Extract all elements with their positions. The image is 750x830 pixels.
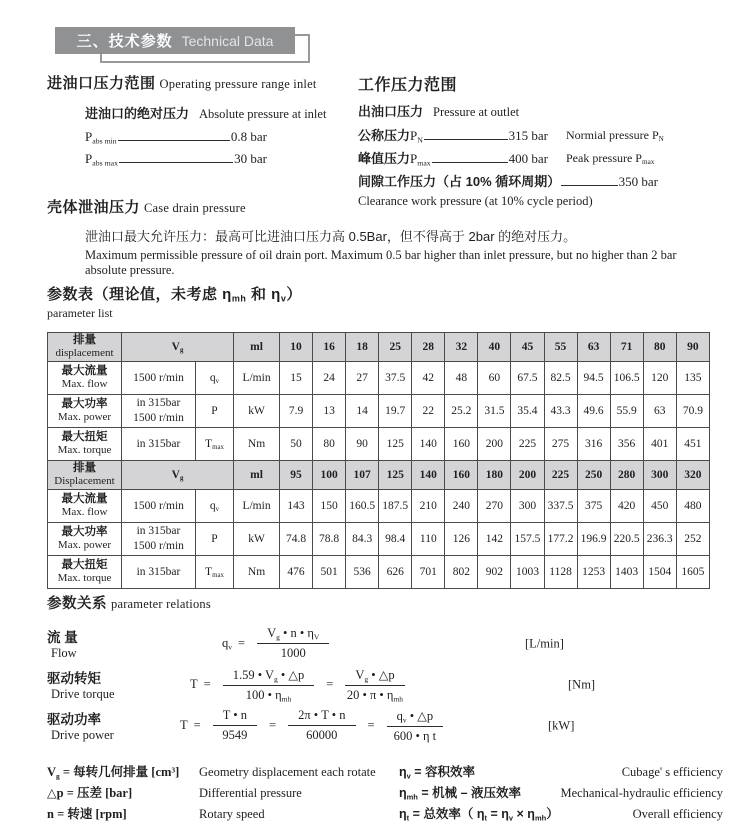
row-value-cell: 15: [280, 361, 313, 394]
row-value-cell: 142: [478, 522, 511, 555]
peak-pressure-note: Peak pressure $P_{max}$: [566, 151, 655, 167]
flow-formula-row: [47, 623, 727, 664]
row-value-cell: 140: [412, 427, 445, 460]
row-value-cell: 90: [346, 427, 379, 460]
row-value-cell: 451: [676, 427, 709, 460]
header-value-cell: 180: [478, 460, 511, 489]
row-value-cell: 82.5: [544, 361, 577, 394]
section-banner: [55, 27, 315, 65]
torque-label: [47, 667, 180, 702]
header-value-cell: 28: [412, 333, 445, 362]
relations-section: [47, 592, 727, 746]
row-value-cell: 501: [313, 555, 346, 588]
torque-fraction-1: [223, 667, 315, 703]
header-value-cell: 40: [478, 333, 511, 362]
row-value-cell: 220.5: [610, 522, 643, 555]
row-value-cell: 160: [445, 427, 478, 460]
nominal-pressure-cn: 公称压力: [358, 128, 411, 143]
case-drain-body-en: Maximum permissible pressure of oil drain port. Maximum 0.5 bar higher than inlet pressure, but no higher than 2 bar absolute pressure.: [85, 248, 677, 277]
row-value-cell: 356: [610, 427, 643, 460]
row-value-cell: 160.5: [346, 489, 379, 522]
row-value-cell: 35.4: [511, 394, 544, 427]
header-value-cell: 90: [676, 333, 709, 362]
definitions-right: [399, 762, 723, 825]
power-frac2-num: 2π • T • n: [288, 708, 355, 726]
header-value-cell: 80: [643, 333, 676, 362]
row-value-cell: 60: [478, 361, 511, 394]
definition-dp-en: Differential pressure: [199, 786, 302, 800]
row-unit-cell: kW: [234, 522, 280, 555]
power-lhs: T: [180, 718, 188, 732]
inlet-subtitle: [85, 103, 358, 123]
row-condition-cell: in 315bar 1500 r/min: [122, 522, 196, 555]
equals-sign: =: [367, 718, 375, 732]
torque-label-cn: 驱动转矩: [47, 671, 101, 686]
definition-vg: [47, 762, 399, 782]
definitions-left: [47, 762, 399, 825]
power-unit: [kW]: [548, 718, 575, 732]
row-value-cell: 106.5: [610, 361, 643, 394]
equals-sign: =: [269, 718, 277, 732]
header-symbol-cell: $V_g$: [122, 333, 234, 362]
row-value-cell: 48: [445, 361, 478, 394]
torque-lhs: T: [190, 677, 198, 691]
definition-etamh-en: Mechanical-hydraulic efficiency: [560, 786, 723, 800]
header-value-cell: 55: [544, 333, 577, 362]
abs-min-value: 0.8 bar: [230, 129, 267, 144]
abs-max-symbol: $P_{abs max}$: [85, 151, 119, 168]
header-value-cell: 45: [511, 333, 544, 362]
peak-pressure-value: 400 bar: [508, 151, 548, 166]
power-label: [47, 708, 180, 743]
peak-pressure-line: [358, 148, 713, 167]
torque-frac2-num: $V_g$ • △p: [345, 667, 404, 686]
parameter-table: [47, 332, 710, 589]
header-value-cell: 63: [577, 333, 610, 362]
row-value-cell: 210: [412, 489, 445, 522]
row-label-cell: 最大功率 Max. power: [48, 522, 122, 555]
header-unit-cell: ml: [234, 460, 280, 489]
equals-sign: =: [203, 677, 211, 691]
row-condition-cell: 1500 r/min: [122, 489, 196, 522]
flow-label-en: Flow: [51, 646, 77, 660]
flow-fraction: [257, 626, 329, 661]
power-frac1-den: 9549: [222, 728, 248, 742]
nominal-pressure-symbol: $P_N$: [410, 128, 423, 145]
banner-box: [55, 27, 295, 54]
row-value-cell: 49.6: [577, 394, 610, 427]
torque-fraction-2: [345, 667, 404, 703]
inlet-title-en: Operating pressure range inlet: [159, 77, 317, 91]
row-condition-cell: in 315bar: [122, 427, 196, 460]
row-value-cell: 98.4: [379, 522, 412, 555]
definition-dp-term: △p = 压差 [bar]: [47, 786, 133, 800]
header-label-cell: 排量 displacement: [48, 333, 122, 362]
definitions-section: [47, 762, 723, 825]
power-frac3-den: 600 • η t: [393, 728, 437, 743]
row-value-cell: 157.5: [511, 522, 544, 555]
inlet-pressure-block: [47, 72, 358, 209]
row-value-cell: 401: [643, 427, 676, 460]
row-label-cell: 最大扭矩 Max. torque: [48, 427, 122, 460]
equals-sign: =: [238, 636, 246, 650]
header-value-cell: 200: [511, 460, 544, 489]
equals-sign: =: [326, 677, 334, 691]
row-value-cell: 450: [643, 489, 676, 522]
header-value-cell: 300: [643, 460, 676, 489]
header-value-cell: 160: [445, 460, 478, 489]
row-value-cell: 80: [313, 427, 346, 460]
header-value-cell: 100: [313, 460, 346, 489]
leader-line: [432, 162, 508, 163]
clearance-pressure-line: [358, 171, 713, 190]
header-unit-cell: ml: [234, 333, 280, 362]
row-value-cell: 316: [577, 427, 610, 460]
abs-min-symbol: $P_{abs min}$: [85, 129, 117, 146]
header-value-cell: 125: [379, 460, 412, 489]
header-value-cell: 16: [313, 333, 346, 362]
banner-title-en: Technical Data: [181, 32, 274, 49]
row-value-cell: 24: [313, 361, 346, 394]
table-header-row: [48, 460, 710, 489]
header-value-cell: 25: [379, 333, 412, 362]
definition-etamh: [399, 783, 723, 803]
torque-formula: [180, 667, 727, 703]
row-value-cell: 476: [280, 555, 313, 588]
header-value-cell: 225: [544, 460, 577, 489]
torque-label-en: Drive torque: [51, 687, 115, 701]
flow-formula: [180, 626, 727, 661]
power-frac1-num: T • n: [213, 708, 257, 726]
power-formula-row: [47, 705, 727, 746]
row-value-cell: 420: [610, 489, 643, 522]
row-value-cell: 252: [676, 522, 709, 555]
table-header-row: [48, 333, 710, 362]
row-symbol-cell: $T_{max}$: [196, 555, 234, 588]
definition-etav: [399, 762, 723, 782]
row-value-cell: 70.9: [676, 394, 709, 427]
flow-label-cn: 流 量: [47, 630, 78, 645]
row-value-cell: 802: [445, 555, 478, 588]
flow-label: [47, 626, 180, 661]
row-value-cell: 375: [577, 489, 610, 522]
definition-etat: [399, 804, 723, 824]
row-symbol-cell: $T_{max}$: [196, 427, 234, 460]
row-value-cell: 240: [445, 489, 478, 522]
case-drain-body: [85, 226, 717, 278]
row-value-cell: 1403: [610, 555, 643, 588]
power-label-cn: 驱动功率: [47, 712, 101, 727]
row-value-cell: 275: [544, 427, 577, 460]
row-unit-cell: Nm: [234, 555, 280, 588]
header-value-cell: 10: [280, 333, 313, 362]
row-value-cell: 1504: [643, 555, 676, 588]
outlet-pressure-block: [358, 72, 713, 209]
row-value-cell: 187.5: [379, 489, 412, 522]
clearance-pressure-value: 350 bar: [618, 174, 658, 189]
power-frac3-num: $q_v$ • △p: [387, 708, 444, 727]
row-symbol-cell: P: [196, 394, 234, 427]
row-label-cell: 最大流量 Max. flow: [48, 361, 122, 394]
row-value-cell: 536: [346, 555, 379, 588]
row-value-cell: 110: [412, 522, 445, 555]
power-fraction-3: [387, 708, 444, 744]
row-symbol-cell: P: [196, 522, 234, 555]
header-value-cell: 18: [346, 333, 379, 362]
table-row: [48, 427, 710, 460]
leader-line: [424, 139, 508, 140]
definition-etat-term: $\eta_t$ = 总效率（ $\eta_t = \eta_v \times \eta_{mh}$）: [399, 807, 559, 823]
inlet-subtitle-en: Absolute pressure at inlet: [199, 107, 327, 121]
row-value-cell: 135: [676, 361, 709, 394]
case-drain-block: [47, 196, 717, 278]
inlet-title: [47, 72, 358, 93]
header-value-cell: 140: [412, 460, 445, 489]
table-row: [48, 394, 710, 427]
row-value-cell: 126: [445, 522, 478, 555]
header-value-cell: 250: [577, 460, 610, 489]
definition-etamh-term: $\eta_{mh}$ = 机械 – 液压效率: [399, 786, 522, 802]
power-fraction-1: [213, 708, 257, 743]
row-value-cell: 63: [643, 394, 676, 427]
inlet-title-cn: 进油口压力范围: [47, 75, 156, 92]
row-value-cell: 55.9: [610, 394, 643, 427]
leader-line: [118, 140, 230, 141]
row-value-cell: 50: [280, 427, 313, 460]
clearance-pressure-cn: 间隙工作压力（占 10% 循环周期）: [358, 174, 561, 189]
row-value-cell: 14: [346, 394, 379, 427]
row-value-cell: 200: [478, 427, 511, 460]
definition-n-en: Rotary speed: [199, 807, 265, 821]
torque-unit: [Nm]: [568, 677, 596, 691]
table-row: [48, 489, 710, 522]
flow-unit: [L/min]: [525, 636, 564, 650]
row-value-cell: 300: [511, 489, 544, 522]
row-value-cell: 67.5: [511, 361, 544, 394]
torque-frac1-num: 1.59 • $V_g$ • △p: [223, 667, 315, 686]
case-drain-title-en: Case drain pressure: [144, 201, 246, 215]
row-value-cell: 1605: [676, 555, 709, 588]
row-value-cell: 480: [676, 489, 709, 522]
flow-lhs: $q_v$: [222, 636, 232, 652]
peak-pressure-cn: 峰值压力: [358, 151, 411, 166]
row-condition-cell: in 315bar 1500 r/min: [122, 394, 196, 427]
row-value-cell: 25.2: [445, 394, 478, 427]
header-value-cell: 280: [610, 460, 643, 489]
parameter-list-title: [47, 283, 302, 321]
row-value-cell: 1253: [577, 555, 610, 588]
row-value-cell: 43.3: [544, 394, 577, 427]
row-value-cell: 84.3: [346, 522, 379, 555]
row-value-cell: 74.8: [280, 522, 313, 555]
definition-etav-term: $\eta_v$ = 容积效率: [399, 765, 476, 781]
parameter-table-body: [48, 333, 710, 589]
definition-n-term: n = 转速 [rpm]: [47, 807, 127, 821]
row-value-cell: 42: [412, 361, 445, 394]
table-row: [48, 361, 710, 394]
row-value-cell: 22: [412, 394, 445, 427]
row-value-cell: 7.9: [280, 394, 313, 427]
flow-frac-num: $V_g$ • n • $\eta_V$: [257, 626, 329, 644]
row-value-cell: 701: [412, 555, 445, 588]
abs-min-line: [85, 129, 267, 145]
row-unit-cell: L/min: [234, 489, 280, 522]
header-value-cell: 320: [676, 460, 709, 489]
header-value-cell: 95: [280, 460, 313, 489]
leader-line: [561, 185, 617, 186]
row-value-cell: 120: [643, 361, 676, 394]
row-symbol-cell: $q_v$: [196, 489, 234, 522]
row-value-cell: 626: [379, 555, 412, 588]
torque-frac2-den: 20 • π • $\eta_{mh}$: [346, 687, 404, 703]
nominal-pressure-note: Normial pressure $P_N$: [566, 128, 664, 144]
clearance-pressure-en: Clearance work pressure (at 10% cycle period): [358, 194, 593, 208]
header-value-cell: 71: [610, 333, 643, 362]
relations-title-en: parameter relations: [111, 597, 211, 611]
definition-etav-en: Cubage' s efficiency: [621, 765, 723, 779]
outlet-title-cn: 工作压力范围: [358, 77, 458, 94]
row-value-cell: 27: [346, 361, 379, 394]
flow-frac-den: 1000: [280, 646, 306, 660]
nominal-pressure-value: 315 bar: [508, 128, 548, 143]
torque-frac1-den: 100 • $\eta_{mh}$: [245, 687, 292, 703]
nominal-pressure-line: [358, 125, 713, 144]
definition-n: [47, 804, 399, 824]
table-row: [48, 522, 710, 555]
row-unit-cell: L/min: [234, 361, 280, 394]
definition-vg-term: $V_g$ = 每转几何排量 $[cm^3]$: [47, 765, 180, 781]
banner-title-cn: 三、技术参数: [76, 33, 173, 50]
outlet-subtitle-en: Pressure at outlet: [433, 105, 520, 119]
definition-dp: [47, 783, 399, 803]
header-label-cell: 排量 Displacement: [48, 460, 122, 489]
row-value-cell: 225: [511, 427, 544, 460]
row-value-cell: 125: [379, 427, 412, 460]
row-symbol-cell: $q_v$: [196, 361, 234, 394]
row-value-cell: 13: [313, 394, 346, 427]
parameter-list-title-cn: 参数表（理论值，未考虑 $\eta_{mh}$ 和 $\eta_v$）: [47, 286, 302, 304]
power-formula: [180, 708, 727, 744]
case-drain-title: [47, 196, 717, 217]
row-value-cell: 337.5: [544, 489, 577, 522]
row-value-cell: 94.5: [577, 361, 610, 394]
relations-title: [47, 592, 727, 613]
equals-sign: =: [193, 718, 201, 732]
row-value-cell: 31.5: [478, 394, 511, 427]
outlet-subtitle: [358, 101, 713, 121]
outlet-subtitle-cn: 出油口压力: [358, 104, 424, 119]
table-row: [48, 555, 710, 588]
row-value-cell: 902: [478, 555, 511, 588]
row-value-cell: 196.9: [577, 522, 610, 555]
leader-line: [119, 162, 233, 163]
power-fraction-2: [288, 708, 355, 743]
row-value-cell: 19.7: [379, 394, 412, 427]
peak-pressure-symbol: $P_{max}$: [410, 151, 431, 168]
parameter-list-title-en: parameter list: [47, 306, 113, 320]
row-condition-cell: 1500 r/min: [122, 361, 196, 394]
pressure-section: [47, 72, 713, 209]
row-label-cell: 最大功率 Max. power: [48, 394, 122, 427]
power-frac2-den: 60000: [306, 728, 338, 742]
row-unit-cell: Nm: [234, 427, 280, 460]
row-value-cell: 37.5: [379, 361, 412, 394]
case-drain-body-cn: 泄油口最大允许压力：最高可比进油口压力高 0.5Bar，但不得高于 2bar 的绝对压力。: [85, 229, 577, 244]
row-value-cell: 143: [280, 489, 313, 522]
row-value-cell: 236.3: [643, 522, 676, 555]
row-label-cell: 最大流量 Max. flow: [48, 489, 122, 522]
power-label-en: Drive power: [51, 728, 114, 742]
row-value-cell: 1003: [511, 555, 544, 588]
header-value-cell: 107: [346, 460, 379, 489]
row-unit-cell: kW: [234, 394, 280, 427]
row-value-cell: 270: [478, 489, 511, 522]
case-drain-title-cn: 壳体泄油压力: [47, 199, 141, 216]
header-symbol-cell: $V_g$: [122, 460, 234, 489]
relations-title-cn: 参数关系: [47, 596, 107, 612]
definition-vg-en: Geometry displacement each rotate: [199, 765, 376, 779]
row-condition-cell: in 315bar: [122, 555, 196, 588]
row-value-cell: 177.2: [544, 522, 577, 555]
torque-formula-row: [47, 664, 727, 705]
row-label-cell: 最大扭矩 Max. torque: [48, 555, 122, 588]
row-value-cell: 150: [313, 489, 346, 522]
row-value-cell: 1128: [544, 555, 577, 588]
definition-etat-en: Overall efficiency: [632, 807, 723, 821]
abs-max-line: [85, 151, 267, 167]
inlet-subtitle-cn: 进油口的绝对压力: [85, 106, 190, 121]
abs-max-value: 30 bar: [234, 151, 267, 166]
row-value-cell: 78.8: [313, 522, 346, 555]
header-value-cell: 32: [445, 333, 478, 362]
